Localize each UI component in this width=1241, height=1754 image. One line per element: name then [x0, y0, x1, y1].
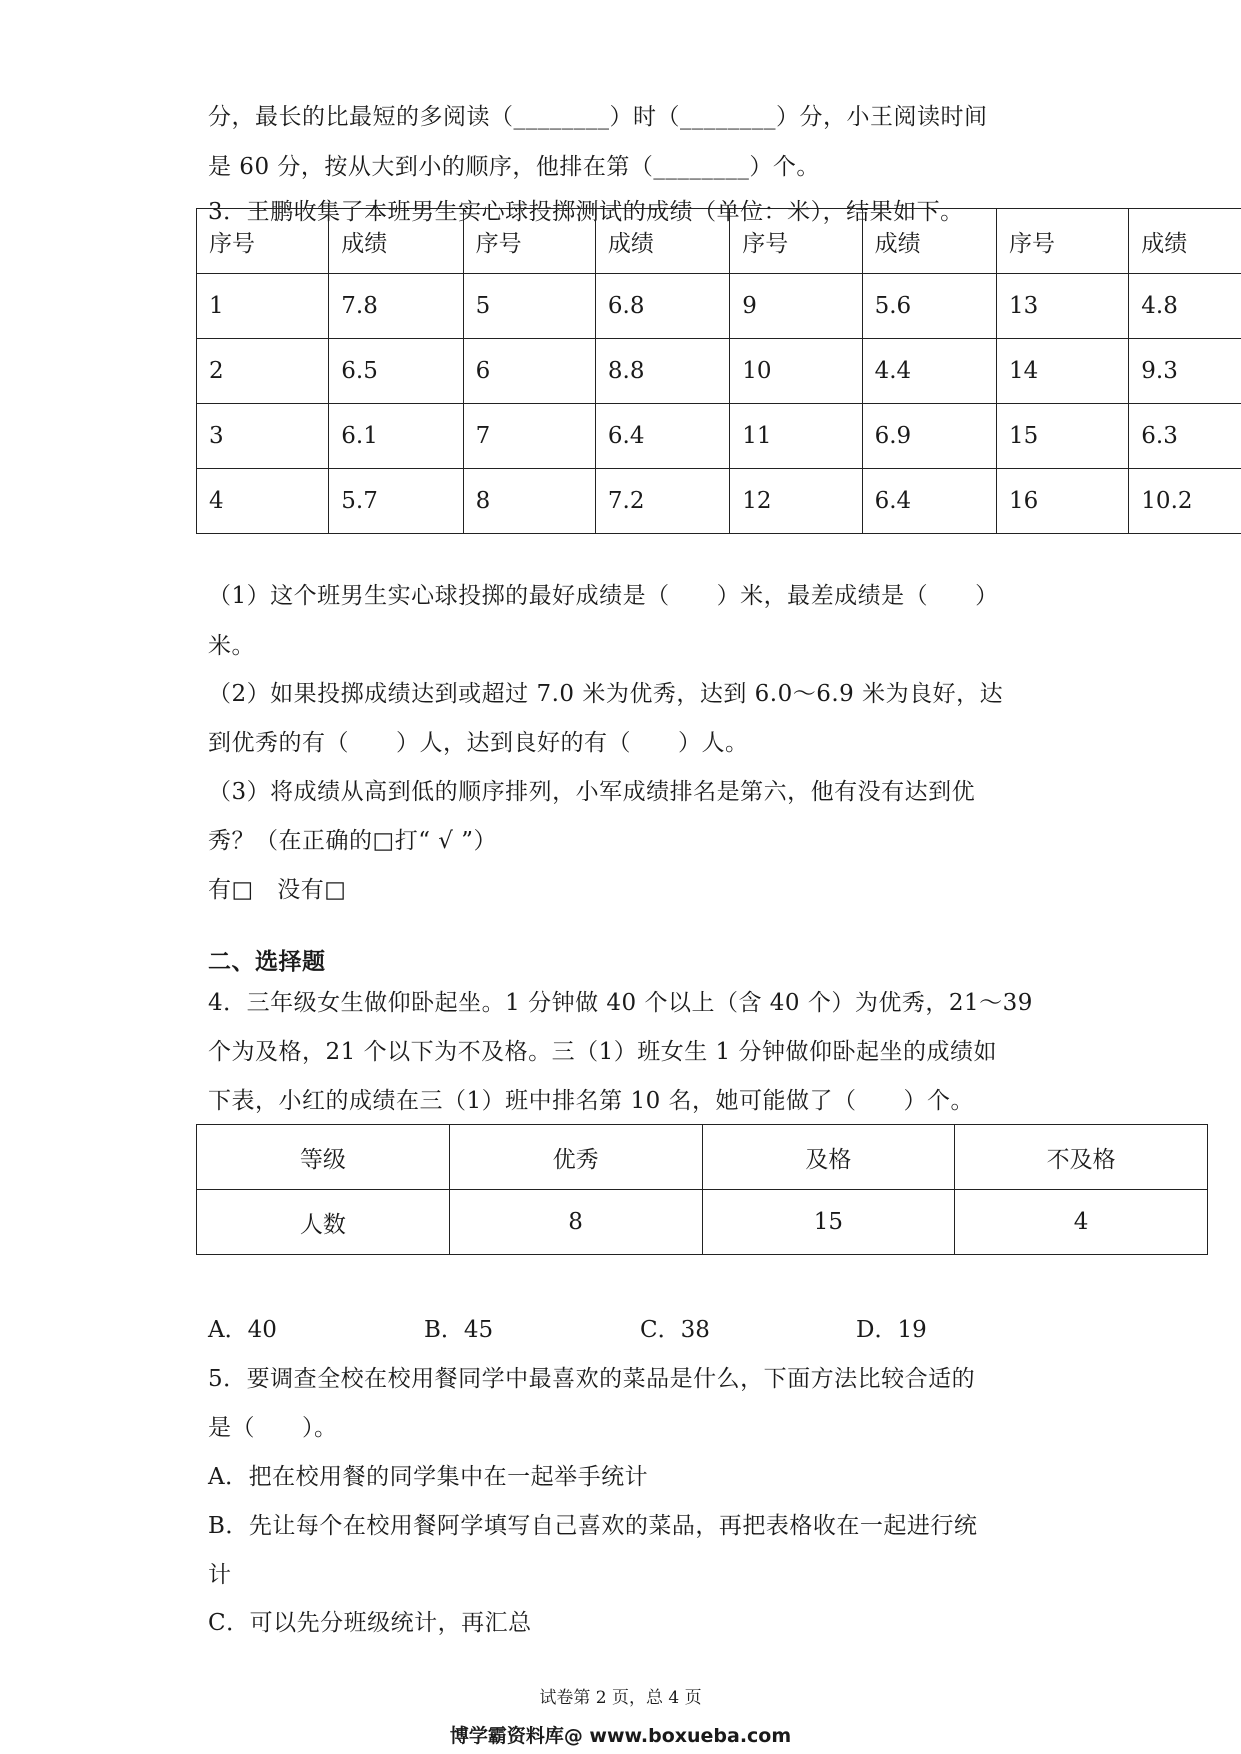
table-row: [197, 469, 1241, 534]
table-cell: 2: [197, 339, 329, 404]
table-cell: 8: [449, 1190, 702, 1255]
table-row: [197, 404, 1241, 469]
q3-sub-line-2: 米。: [208, 633, 255, 659]
table-cell: 9: [730, 274, 862, 339]
q5-line-1: 5．要调查全校在校用餐同学中最喜欢的菜品是什么，下面方法比较合适的: [208, 1366, 976, 1392]
table-cell: 8: [463, 469, 595, 534]
page-number: 试卷第 2 页，总 4 页: [539, 1688, 702, 1708]
option-c: C．38: [640, 1317, 710, 1343]
table-cell: 等级: [197, 1125, 450, 1190]
table-cell: 9.3: [1129, 339, 1241, 404]
throw-score-table: [196, 208, 1241, 534]
q5-line-2: 是（ ）。: [208, 1415, 338, 1441]
table-cell: 5: [463, 274, 595, 339]
table-cell: 15: [702, 1190, 955, 1255]
table-cell: 序号: [996, 209, 1128, 274]
table-cell: 10.2: [1129, 469, 1241, 534]
table-cell: 人数: [197, 1190, 450, 1255]
table-header-row: [197, 209, 1241, 274]
table-cell: 6.1: [329, 404, 463, 469]
q5-option-b: B．先让每个在校用餐阿学填写自己喜欢的菜品，再把表格收在一起进行统: [208, 1513, 978, 1539]
table-header-row: [197, 1125, 1208, 1190]
table-cell: 及格: [702, 1125, 955, 1190]
table-cell: 10: [730, 339, 862, 404]
table-cell: 11: [730, 404, 862, 469]
table-cell: 5.6: [862, 274, 996, 339]
table-cell: 成绩: [1129, 209, 1241, 274]
q3-sub-line-1: （1）这个班男生实心球投掷的最好成绩是（ ）米，最差成绩是（ ）: [208, 583, 999, 609]
table-cell: 序号: [197, 209, 329, 274]
option-b: B．45: [424, 1317, 494, 1343]
table-cell: 6.3: [1129, 404, 1241, 469]
table-cell: 6.8: [595, 274, 729, 339]
table-row: [197, 1190, 1208, 1255]
q3-sub-line-5: （3）将成绩从高到低的顺序排列，小军成绩排名是第六，他有没有达到优: [208, 779, 976, 805]
table-cell: 4.4: [862, 339, 996, 404]
q3-sub-line-4: 到优秀的有（ ）人，达到良好的有（ ）人。: [208, 730, 749, 756]
table-cell: 序号: [463, 209, 595, 274]
q5-option-a: A．把在校用餐的同学集中在一起举手统计: [208, 1464, 649, 1490]
table-cell: 5.7: [329, 469, 463, 534]
table-cell: 12: [730, 469, 862, 534]
q3-sub-line-6: 秀？（在正确的□打“ √ ”）: [208, 828, 498, 854]
intro-line-1: 分，最长的比最短的多阅读（________）时（________）分，小王阅读时间: [208, 104, 988, 130]
table-cell: 4: [197, 469, 329, 534]
table-cell: 3: [197, 404, 329, 469]
situp-grade-table: [196, 1124, 1208, 1255]
q3-title: 3．王鹏收集了本班男生实心球投掷测试的成绩（单位：米），结果如下。: [208, 199, 964, 225]
table-cell: 7.2: [595, 469, 729, 534]
table-cell: 成绩: [595, 209, 729, 274]
table-cell: 不及格: [955, 1125, 1208, 1190]
table-cell: 7.8: [329, 274, 463, 339]
section-heading: 二、选择题: [208, 948, 326, 975]
table-cell: 6.9: [862, 404, 996, 469]
option-a: A．40: [208, 1317, 277, 1343]
table-cell: 优秀: [449, 1125, 702, 1190]
table-cell: 1: [197, 274, 329, 339]
table-cell: 6.4: [862, 469, 996, 534]
table-cell: 7: [463, 404, 595, 469]
table-cell: 4: [955, 1190, 1208, 1255]
q3-sub-line-7: 有□ 没有□: [208, 877, 347, 903]
table-cell: 6: [463, 339, 595, 404]
q5-option-b-cont: 计: [208, 1562, 232, 1588]
table-cell: 16: [996, 469, 1128, 534]
table-cell: 14: [996, 339, 1128, 404]
table-cell: 6.4: [595, 404, 729, 469]
table-row: [197, 339, 1241, 404]
table-row: [197, 274, 1241, 339]
option-d: D．19: [856, 1317, 927, 1343]
table-cell: 成绩: [862, 209, 996, 274]
table-cell: 4.8: [1129, 274, 1241, 339]
intro-line-2: 是 60 分，按从大到小的顺序，他排在第（________）个。: [208, 154, 820, 180]
table-cell: 15: [996, 404, 1128, 469]
table-cell: 6.5: [329, 339, 463, 404]
watermark: 博学霸资料库@ www.boxueba.com: [449, 1725, 792, 1747]
table-cell: 成绩: [329, 209, 463, 274]
q4-line-3: 下表，小红的成绩在三（1）班中排名第 10 名，她可能做了（ ）个。: [208, 1088, 975, 1114]
q4-line-1: 4．三年级女生做仰卧起坐。1 分钟做 40 个以上（含 40 个）为优秀，21～39: [208, 990, 1033, 1016]
q3-sub-line-3: （2）如果投掷成绩达到或超过 7.0 米为优秀，达到 6.0～6.9 米为良好，达: [208, 681, 1004, 707]
table-cell: 8.8: [595, 339, 729, 404]
q4-line-2: 个为及格，21 个以下为不及格。三（1）班女生 1 分钟做仰卧起坐的成绩如: [208, 1039, 997, 1065]
q5-option-c: C．可以先分班级统计，再汇总: [208, 1610, 532, 1636]
table-cell: 序号: [730, 209, 862, 274]
table-cell: 13: [996, 274, 1128, 339]
